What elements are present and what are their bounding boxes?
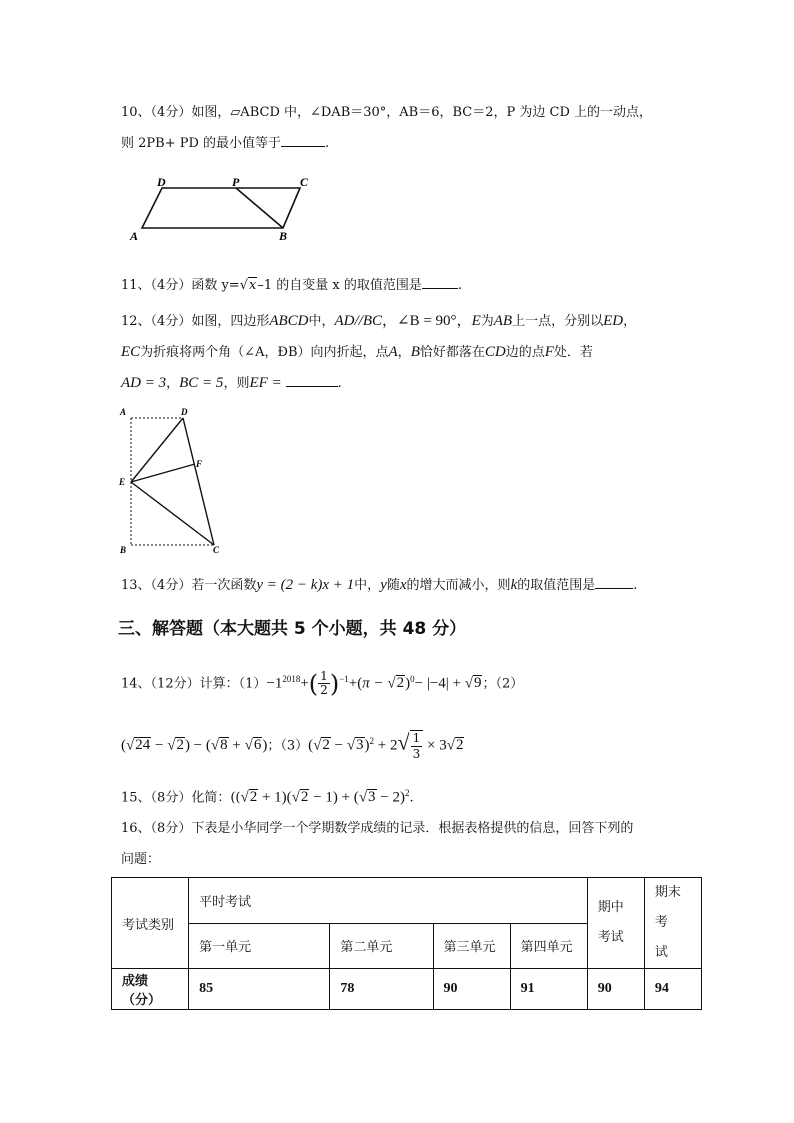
q12-t6: ， bbox=[623, 314, 637, 329]
q13-t5: 的取值范围是 bbox=[517, 578, 596, 593]
q12-m9: CD bbox=[484, 344, 506, 360]
section-3-heading: 三、解答题（本大题共 5 个小题，共 48 分） bbox=[118, 619, 467, 639]
q15-a: + 1)( bbox=[258, 789, 292, 806]
label-P: P bbox=[232, 175, 240, 189]
q10-line-2-text: 则 2PB+ PD 的最小值等于 bbox=[121, 136, 282, 151]
q15-b: − 1) + ( bbox=[309, 789, 359, 806]
q12-m1: ABCD bbox=[269, 313, 309, 329]
q13-period: . bbox=[633, 578, 638, 593]
q14-l2-sqrt24: 24 bbox=[135, 737, 151, 754]
q12-t13: ，则 bbox=[223, 376, 250, 391]
q15-end: . bbox=[409, 790, 414, 806]
q15-c: − 2) bbox=[376, 789, 406, 806]
q14-p3-sqrt-sign-2: √ bbox=[346, 737, 356, 754]
q15-sqrt-sign-3: √ bbox=[358, 789, 368, 806]
q12-t9: 恰好都落在 bbox=[419, 345, 485, 360]
q14-line-1 bbox=[121, 662, 523, 696]
label-F: F bbox=[196, 459, 203, 469]
quadrilateral-figure bbox=[116, 404, 228, 556]
q15-sqrt-sign-2: √ bbox=[291, 789, 300, 806]
q14-l2-sqrt-sign-2: √ bbox=[167, 737, 176, 754]
q14-pi: π − bbox=[362, 675, 388, 692]
answer-blank bbox=[286, 374, 338, 387]
q15-s2: 2 bbox=[300, 789, 309, 806]
q14-l2-plus: + bbox=[228, 737, 245, 754]
q14-line-2 bbox=[121, 726, 464, 761]
q12-m10: F bbox=[544, 344, 554, 360]
q14-p3-frac bbox=[410, 730, 424, 762]
q11-prefix: 11、（4分）函数 y= bbox=[121, 278, 240, 293]
q10-line-2 bbox=[121, 134, 329, 153]
q12-m3: E bbox=[471, 313, 481, 329]
q14-p3-sqrt2: 2 bbox=[322, 737, 330, 754]
q13-t3: 随 bbox=[386, 578, 400, 593]
q15-exp: 2 bbox=[405, 788, 410, 798]
label-B: B bbox=[279, 229, 288, 243]
parallelogram-figure bbox=[128, 174, 328, 244]
score-unit-2: 78 bbox=[330, 969, 433, 1010]
q14-p3-frac-den: 3 bbox=[412, 746, 421, 761]
q12-line-2 bbox=[121, 343, 593, 362]
q11-sqrt-sign: √ bbox=[239, 278, 248, 293]
q13-t4: 的增大而减小，则 bbox=[406, 578, 511, 593]
q12-m6: EC bbox=[121, 344, 141, 360]
q12-m8: B bbox=[410, 344, 420, 360]
q14-l2-sqrt-sign-3: √ bbox=[210, 737, 220, 754]
q14-term1-exp: 2018 bbox=[282, 674, 301, 684]
q13-formula: y = (2 − k)x + 1 bbox=[256, 577, 355, 593]
score-unit-4: 91 bbox=[510, 969, 587, 1010]
score-table bbox=[111, 877, 702, 1010]
q12-m12: BC = 5 bbox=[179, 375, 224, 391]
unit-3-header: 第三单元 bbox=[433, 923, 510, 969]
q12-m2: AD//BC bbox=[334, 313, 383, 329]
q12-t4: 为 bbox=[480, 314, 494, 329]
q14-p3-sqrt-sign-3: √ bbox=[397, 729, 410, 755]
q14-plus1: + bbox=[300, 675, 309, 692]
q12-t10: 边的点 bbox=[505, 345, 545, 360]
q12-m11: AD = 3 bbox=[121, 375, 167, 391]
final-header-1: 期末考 bbox=[654, 885, 681, 930]
q11-radicand: x bbox=[248, 278, 257, 293]
q14-p3-sqrt-sign-4: √ bbox=[446, 737, 455, 754]
q14-p3-b: ) bbox=[364, 737, 370, 754]
unit-4-header: 第四单元 bbox=[510, 923, 587, 969]
q14-p3-sqrt-sign-1: √ bbox=[313, 737, 322, 754]
regular-header: 平时考试 bbox=[189, 878, 588, 924]
q13-t2: 中， bbox=[354, 578, 381, 593]
q14-half-den: 2 bbox=[320, 683, 328, 698]
unit-1-header: 第一单元 bbox=[189, 923, 330, 969]
label-B: B bbox=[120, 545, 127, 555]
q14-part2-label: ；（2） bbox=[482, 676, 524, 692]
q14-l2-sqrt-sign-1: √ bbox=[126, 737, 135, 754]
q14-plus2: + bbox=[348, 675, 358, 692]
midterm-header-2: 考试 bbox=[597, 930, 624, 945]
q14-l2-sqrt-sign-4: √ bbox=[244, 737, 253, 754]
q12-m5: ED bbox=[603, 313, 624, 329]
q15-s1: 2 bbox=[249, 789, 258, 806]
label-D: D bbox=[157, 175, 166, 189]
q14-l2-sqrt2: 2 bbox=[176, 737, 184, 754]
q14-l2-b: ) − ( bbox=[184, 737, 211, 754]
q14-abs: − |−4| + bbox=[414, 675, 465, 692]
q11-line bbox=[121, 276, 462, 295]
q12-t7: 为折痕将两个角（∠A，ÐB）向内折起，点 bbox=[140, 345, 389, 360]
score-unit-1: 85 bbox=[189, 969, 330, 1010]
q14-p3-sqrt3: 3 bbox=[356, 737, 364, 754]
q12-m13: EF = bbox=[249, 375, 282, 391]
q14-half-num: 1 bbox=[320, 669, 328, 684]
q14-p3-d: × 3 bbox=[423, 737, 447, 754]
q14-sqrt9: 9 bbox=[473, 675, 482, 692]
table-row bbox=[112, 969, 702, 1010]
q14-part3-label: ；（3） bbox=[267, 738, 309, 754]
score-midterm: 90 bbox=[587, 969, 644, 1010]
answer-blank bbox=[281, 134, 325, 147]
midterm-header-1: 期中 bbox=[597, 900, 624, 915]
q12-m4: AB bbox=[493, 313, 513, 329]
q13-k: k bbox=[510, 577, 518, 593]
q16-line-2: 问题： bbox=[121, 852, 161, 867]
q12-t2: 中， bbox=[308, 314, 335, 329]
q10-line-1: 10、（4分）如图，▱ABCD 中，∠DAB＝30°，AB＝6，BC＝2，P 为边 CD 上的一动点， bbox=[121, 105, 653, 120]
q14-sqrt-sign: √ bbox=[387, 675, 396, 692]
table-row bbox=[112, 878, 702, 924]
q10-period: . bbox=[325, 136, 330, 151]
label-A: A bbox=[120, 407, 127, 417]
category-header: 考试类别 bbox=[112, 878, 189, 969]
score-row-label: 成绩（分） bbox=[112, 969, 189, 1010]
q14-l2-sqrt8: 8 bbox=[220, 737, 228, 754]
q11-suffix: –1 的自变量 x 的取值范围是 bbox=[257, 278, 422, 293]
q12-period: . bbox=[337, 376, 342, 391]
q14-p3-exp: 2 bbox=[369, 736, 375, 746]
q14-p3-sqrt2b: 2 bbox=[455, 737, 464, 754]
final-header-2: 试 bbox=[654, 945, 668, 960]
midterm-header bbox=[587, 878, 644, 969]
label-E: E bbox=[119, 477, 126, 487]
q14-paren-close: ) bbox=[405, 675, 411, 692]
q13-line bbox=[121, 576, 637, 595]
q11-period: . bbox=[457, 278, 462, 293]
q14-l2-c: ) bbox=[262, 737, 268, 754]
q14-p3-a: ( bbox=[308, 737, 314, 754]
q14-p3-c: + 2 bbox=[374, 737, 398, 754]
label-D: D bbox=[181, 407, 188, 417]
unit-2-header: 第二单元 bbox=[330, 923, 433, 969]
q13-y: y bbox=[380, 577, 387, 593]
q15-prefix: 15、（8分）化简：(( bbox=[121, 790, 241, 806]
q14-exp0: 0 bbox=[410, 674, 415, 684]
label-A: A bbox=[130, 229, 139, 243]
q12-t8: ， bbox=[397, 345, 411, 360]
q14-l2-minus: − bbox=[151, 737, 168, 754]
q13-x: x bbox=[399, 577, 407, 593]
q12-t1: 12、（4分）如图，四边形 bbox=[121, 314, 270, 329]
q14-prefix: 14、（12分）计算：（1） bbox=[121, 676, 267, 692]
q13-t1: 13、（4分）若一次函数 bbox=[121, 578, 257, 593]
label-C: C bbox=[213, 545, 220, 555]
q12-line-3 bbox=[121, 374, 342, 393]
q14-sqrt-sign-2: √ bbox=[464, 675, 473, 692]
final-header bbox=[644, 878, 701, 969]
q12-t11: 处．若 bbox=[553, 345, 593, 360]
q14-p3-frac-num: 1 bbox=[412, 730, 421, 745]
q16-line-1: 16、（8分）下表是小华同学一个学期数学成绩的记录．根据表格提供的信息，回答下列的 bbox=[121, 821, 634, 836]
answer-blank bbox=[422, 276, 458, 289]
q14-paren-open: ( bbox=[357, 675, 363, 692]
answer-blank bbox=[595, 576, 633, 589]
q15-sqrt-sign-1: √ bbox=[240, 789, 249, 806]
q14-exp-neg1: −1 bbox=[339, 674, 349, 684]
label-C: C bbox=[300, 175, 309, 189]
q15-line bbox=[121, 784, 414, 807]
q14-rparen: ) bbox=[329, 669, 340, 698]
q12-m7: A bbox=[388, 344, 398, 360]
q14-l2-sqrt6: 6 bbox=[253, 737, 262, 754]
q14-half bbox=[318, 670, 330, 697]
q14-p3-minus: − bbox=[330, 737, 347, 754]
q14-l2-a: ( bbox=[121, 737, 126, 754]
score-unit-3: 90 bbox=[433, 969, 510, 1010]
q15-s3: 3 bbox=[368, 789, 376, 806]
q14-term1: −1 bbox=[266, 675, 283, 692]
q12-t3: ，∠B = 90°， bbox=[382, 313, 472, 329]
q12-line-1 bbox=[121, 312, 636, 331]
q14-sqrt2: 2 bbox=[396, 675, 405, 692]
q14-lparen: ( bbox=[308, 669, 319, 698]
q12-t12: ， bbox=[166, 376, 180, 391]
score-final: 94 bbox=[644, 969, 701, 1010]
q12-t5: 上一点，分别以 bbox=[512, 314, 604, 329]
